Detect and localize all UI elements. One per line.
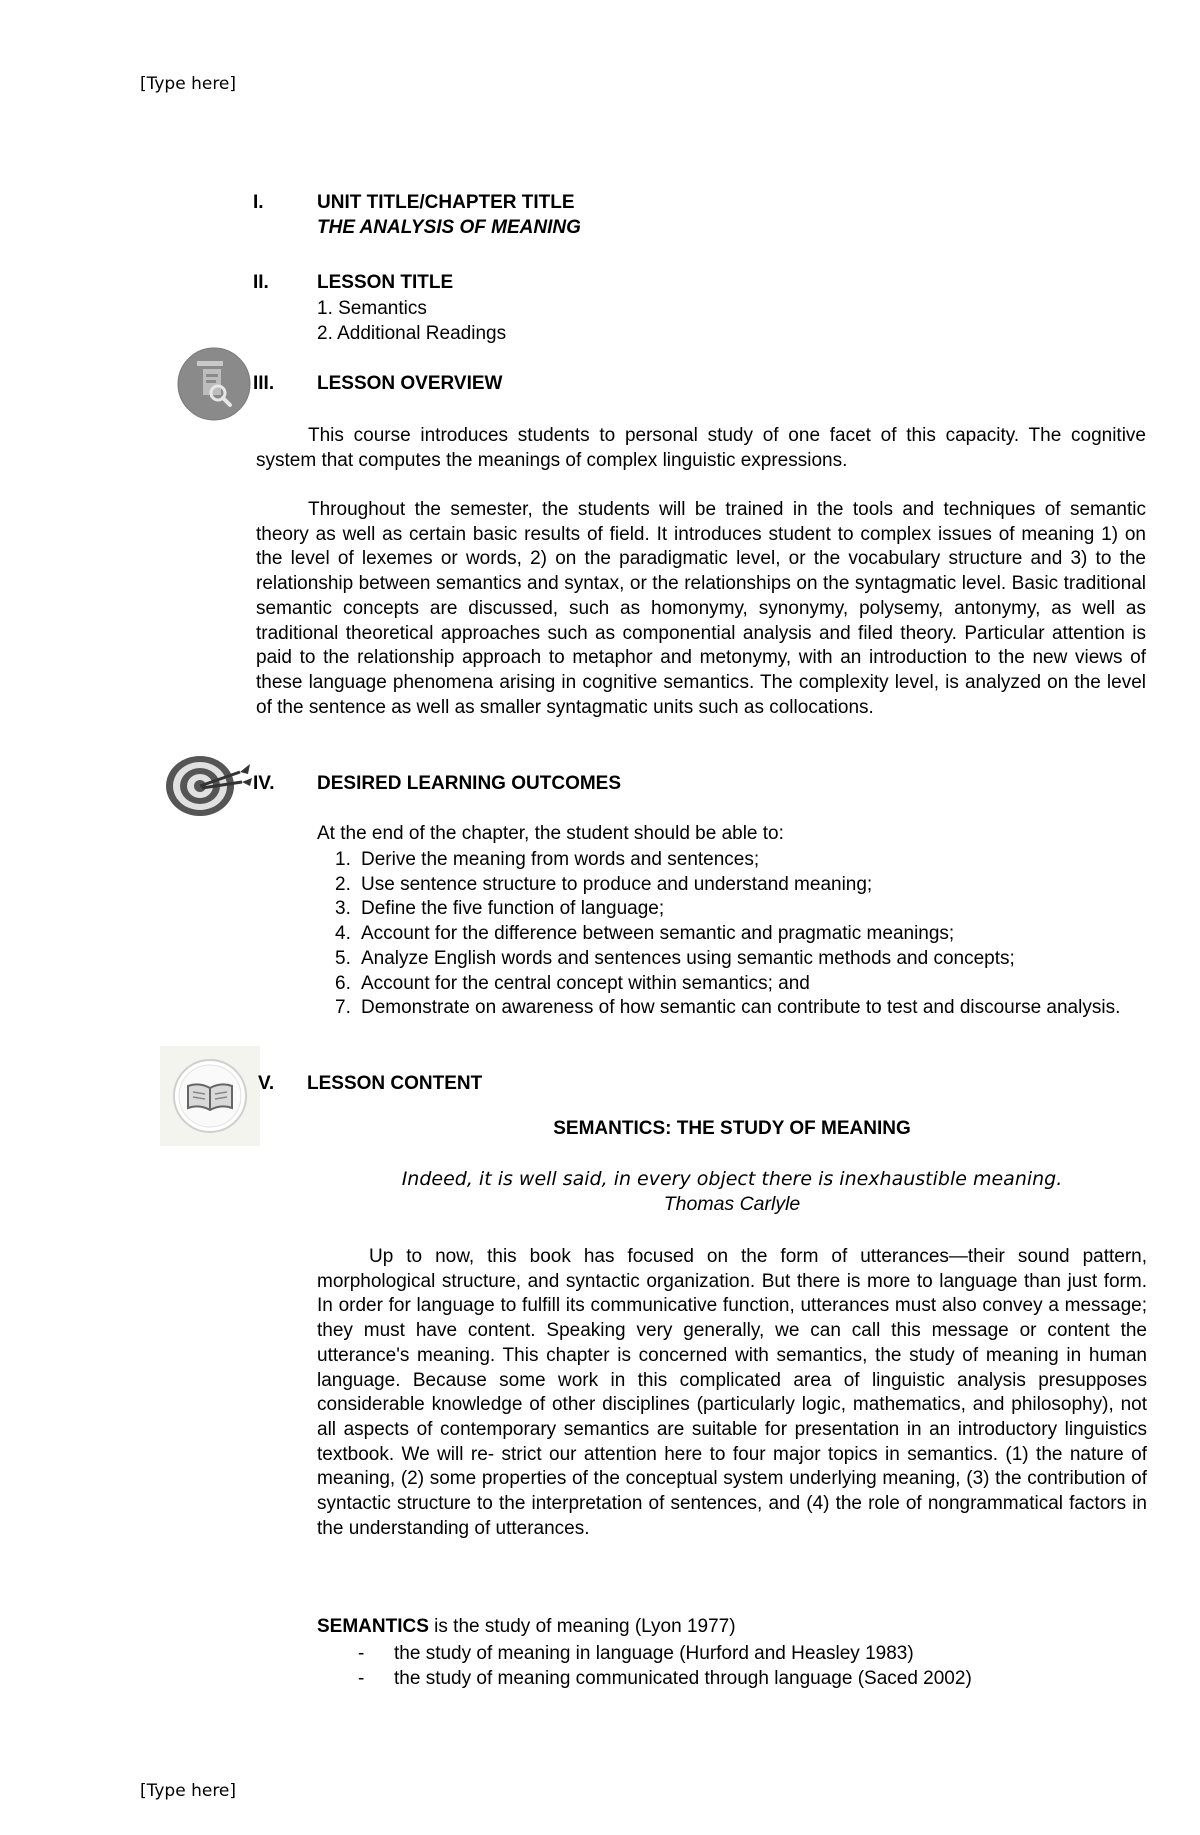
overview-paragraph: This course introduces students to personal study of one facet of this capacity. The cognitive system that computes the meanings of complex linguistic expressions.: [256, 425, 1146, 471]
outcome-item: [317, 922, 1147, 947]
section-numeral-content: V.: [258, 1073, 275, 1094]
definition-item: [358, 1666, 972, 1691]
outcome-text: Use sentence structure to produce and understand meaning;: [361, 873, 873, 895]
content-paragraph: Up to now, this book has focused on the form of utterances—their sound pattern, morphological structure, and syntactic organization. But there is more to language than just form. In order for language to fulfill its communicative function, utterances must also convey a message; they must have content. Speaking very generally, we can call this message or content the utterance's meaning. This chapter is concerned with semantics, the study of meaning in human language. Because some work in this complicated area of linguistic analysis presupposes considerable knowledge of other disciplines (particularly logic, mathematics, and philosophy), not all aspects of contemporary semantics are suitable for presentation in an introductory linguistics textbook. We will re- strict our attention here to four major topics in semantics. (1) the nature of meaning, (2) some properties of the conceptual system underlying meaning, (3) the contribution of syntactic structure to the interpretation of sentences, and (4) the role of nongrammatical factors in the understanding of utterances.: [317, 1246, 1147, 1539]
definition-dash: -: [358, 1668, 365, 1689]
definition-text: is the study of meaning (Lyon 1977): [428, 1616, 736, 1637]
chapter-title: THE ANALYSIS OF MEANING: [317, 217, 581, 238]
definition-item-text: the study of meaning in language (Hurford and Heasley 1983): [394, 1643, 914, 1664]
lesson-overview-heading: LESSON OVERVIEW: [317, 373, 503, 394]
epigraph-quote: [317, 1167, 1147, 1217]
section-numeral-lesson: II.: [253, 272, 269, 293]
quote-author: Thomas Carlyle: [663, 1193, 801, 1215]
page-header[interactable]: [Type here]: [140, 74, 237, 94]
outcomes-list: [317, 848, 1147, 1021]
outcome-text: Account for the difference between semantic and pragmatic meanings;: [361, 923, 955, 945]
outcome-item: [317, 897, 1147, 922]
overview-paragraph: Throughout the semester, the students will be trained in the tools and techniques of semantic theory as well as certain basic results of field. It introduces student to complex issues of meaning 1) on the level of lexemes or words, 2) on the paradigmatic level, or the vocabulary structure and 3) to the relationship between semantics and syntax, or the relationships on the syntagmatic level. Basic traditional semantic concepts are discussed, such as homonymy, synonymy, polysemy, antonymy, as well as traditional theoretical approaches such as componential analysis and filed theory. Particular attention is paid to the relationship approach to metaphor and metonymy, with an introduction to the new views of these language phenomena arising in cognitive semantics. The complexity level, is analyzed on the level of the sentence as well as smaller syntagmatic units such as collocations.: [256, 499, 1146, 718]
outcome-text: Derive the meaning from words and sentences;: [361, 849, 760, 870]
document-search-icon: [177, 347, 251, 426]
open-book-icon: [160, 1046, 260, 1151]
outcome-item: [317, 972, 1147, 997]
outcome-text: Define the five function of language;: [361, 898, 665, 920]
lesson-content-heading: LESSON CONTENT: [307, 1073, 483, 1094]
outcome-item: [317, 996, 1147, 1021]
outcome-number: 2.: [335, 873, 351, 895]
outcome-number: 1.: [335, 849, 351, 870]
outcome-number: 5.: [335, 947, 351, 969]
outcome-text: Account for the central concept within semantics; and: [361, 972, 810, 994]
lesson-item: 2. Additional Readings: [317, 323, 507, 344]
section-numeral-overview: III.: [253, 373, 275, 394]
definition-item-text: the study of meaning communicated through language (Saced 2002): [394, 1668, 972, 1689]
outcome-number: 7.: [335, 997, 351, 1019]
outcome-item: [317, 947, 1147, 972]
definition-dash: -: [358, 1643, 365, 1664]
definition-term: SEMANTICS: [317, 1616, 429, 1637]
definition-item: [358, 1641, 972, 1666]
target-icon: [162, 752, 252, 823]
outcome-number: 3.: [335, 898, 351, 920]
page-footer[interactable]: [Type here]: [140, 1781, 237, 1801]
section-numeral-outcomes: IV.: [253, 773, 275, 794]
outcome-text: Analyze English words and sentences using semantic methods and concepts;: [361, 947, 1015, 969]
lesson-title-heading: LESSON TITLE: [317, 272, 454, 293]
definition-list: [358, 1641, 972, 1691]
semantics-definition: [317, 1616, 736, 1638]
quote-text: Indeed, it is well said, in every object there is inexhaustible meaning.: [401, 1168, 1063, 1190]
outcome-text: Demonstrate on awareness of how semantic can contribute to test and discourse analysis.: [361, 997, 1121, 1019]
outcome-item: [317, 848, 1147, 873]
unit-title-heading: UNIT TITLE/CHAPTER TITLE: [317, 192, 575, 213]
outcome-item: [317, 873, 1147, 898]
outcome-number: 6.: [335, 972, 351, 994]
outcomes-intro: At the end of the chapter, the student should be able to:: [317, 823, 784, 844]
lesson-item: 1. Semantics: [317, 298, 427, 319]
content-heading: SEMANTICS: THE STUDY OF MEANING: [553, 1118, 911, 1139]
learning-outcomes-heading: DESIRED LEARNING OUTCOMES: [317, 773, 622, 794]
outcome-number: 4.: [335, 923, 351, 945]
section-numeral-unit: I.: [253, 192, 264, 213]
